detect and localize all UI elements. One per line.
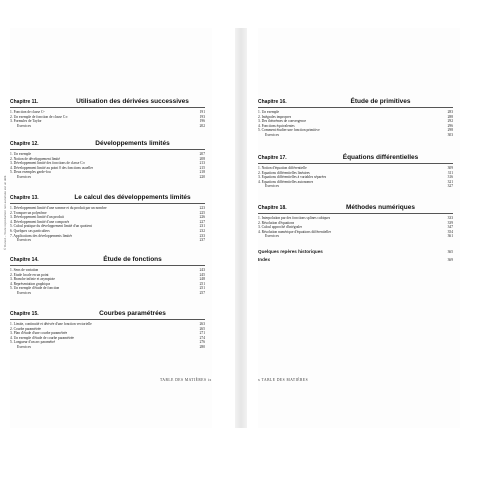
entry-page-number: 361 <box>447 234 453 239</box>
entry-title: Exercices <box>17 290 31 295</box>
chapter-heading[interactable] <box>258 98 453 106</box>
chapter-rule <box>258 213 453 214</box>
chapter-block <box>258 204 453 239</box>
entry-title: Exercices <box>17 123 31 128</box>
right-page-footer: x TABLE DES MATIÈRES <box>258 378 309 382</box>
chapter-title: Le calcul des développements limités <box>74 194 191 201</box>
entry-title: 3. Formules de Taylor <box>10 119 42 124</box>
left-page <box>10 28 212 428</box>
entry-page-number: 220 <box>199 174 205 179</box>
entry-title: Exercices <box>17 238 31 243</box>
entry-page-number: 232 <box>199 228 205 233</box>
entry-title: 5. Deux exemples garde-fou <box>10 170 51 175</box>
entry-page-number: 311 <box>447 170 453 175</box>
entry-title: 5. Longueur d'un arc paramétré <box>10 340 56 345</box>
entry-page-number: 196 <box>199 119 205 124</box>
exercises-entry[interactable] <box>10 291 205 296</box>
entry-page-number: 298 <box>447 128 453 133</box>
exercises-entry[interactable] <box>10 345 205 350</box>
chapter-block <box>258 98 453 138</box>
chapter-number: Chapitre 14. <box>10 257 39 263</box>
entry-title: 2. Résolution d'équations <box>258 220 295 225</box>
entry-page-number: 215 <box>199 165 205 170</box>
entry-title: Exercices <box>265 234 279 239</box>
exercises-entry[interactable] <box>258 133 453 138</box>
entry-page-number: 283 <box>447 110 453 114</box>
entry-title: 4. Développement limité au point 0 des fonctions usuelles <box>10 165 94 170</box>
chapter-number: Chapitre 16. <box>258 99 287 105</box>
entry-page-number: 227 <box>199 219 205 224</box>
chapter-title: Courbes paramétrées <box>99 310 166 317</box>
exercises-entry[interactable] <box>10 238 205 243</box>
entry-title: 2. Un exemple de fonction de classe C∞ <box>10 114 68 119</box>
entry-page-number: 202 <box>199 123 205 128</box>
entry-title: 2. Étude locale en un point <box>10 272 49 277</box>
chapter-number: Chapitre 18. <box>258 205 287 211</box>
back-matter-page: 369 <box>447 258 453 262</box>
entry-page-number: 213 <box>199 161 205 166</box>
entry-page-number: 303 <box>447 132 453 137</box>
entry-page-number: 245 <box>199 272 205 277</box>
chapter-title: Utilisation des dérivées successives <box>76 98 189 105</box>
chapter-title: Développements limités <box>95 140 170 147</box>
entry-page-number: 257 <box>199 290 205 295</box>
entry-title: 3. Calcul approché d'intégrales <box>258 225 303 230</box>
entry-page-number: 237 <box>199 238 205 243</box>
entry-page-number: 208 <box>199 156 205 161</box>
entry-title: 2. Tronquer un polynôme <box>10 210 47 215</box>
chapter-block <box>10 98 205 128</box>
entry-page-number: 218 <box>199 170 205 175</box>
entry-page-number: 243 <box>199 268 205 272</box>
entry-title: 2. Notion de développement limité <box>10 156 61 161</box>
entry-title: 3. Des théorèmes de convergence <box>258 119 307 124</box>
left-page-footer: TABLE DES MATIÈRES ix <box>160 378 212 382</box>
entry-page-number: 191 <box>199 110 205 114</box>
entry-page-number: 280 <box>199 344 205 349</box>
entry-page-number: 271 <box>199 331 205 336</box>
entry-page-number: 263 <box>199 322 205 326</box>
chapter-block <box>10 194 205 243</box>
chapter-block <box>10 140 205 180</box>
entry-page-number: 327 <box>447 184 453 189</box>
chapter-heading[interactable] <box>258 204 453 212</box>
entry-page-number: 251 <box>199 286 205 291</box>
entry-page-number: 316 <box>447 175 453 180</box>
chapter-heading[interactable] <box>10 98 205 106</box>
chapter-rule <box>10 265 205 266</box>
entry-title: 4. Un exemple d'étude de courbe paramétrée <box>10 335 75 340</box>
entry-title: 2. Courbe paramétrée <box>10 326 42 331</box>
chapter-number: Chapitre 17. <box>258 155 287 161</box>
entry-title: 1. Sens de variation <box>10 268 39 272</box>
entry-page-number: 276 <box>199 340 205 345</box>
entry-page-number: 251 <box>199 281 205 286</box>
chapter-block <box>10 310 205 350</box>
chapter-rule <box>258 163 453 164</box>
chapter-block <box>10 256 205 296</box>
back-matter-entry[interactable] <box>258 256 453 264</box>
chapter-title: Étude de fonctions <box>103 256 162 263</box>
entry-page-number: 288 <box>447 114 453 119</box>
entry-page-number: 226 <box>199 215 205 220</box>
entry-title: 3. Développement limité des fonctions de classe C∞ <box>10 161 86 166</box>
chapter-rule <box>10 149 205 150</box>
entry-title: 4. Équations différentielles autonomes <box>258 179 314 184</box>
entry-title: 7. Applications des développements limités <box>10 233 73 238</box>
chapter-heading[interactable] <box>258 154 453 162</box>
entry-title: 5. Comment étudier une fonction primitive <box>258 128 320 133</box>
entry-title: 1. Un exemple <box>258 110 280 114</box>
entry-page-number: 296 <box>447 123 453 128</box>
back-matter-title: Index <box>258 257 270 262</box>
back-matter-list <box>258 248 453 264</box>
entry-page-number: 321 <box>447 179 453 184</box>
chapter-heading[interactable] <box>10 256 205 264</box>
entry-page-number: 231 <box>199 224 205 229</box>
back-matter-title: Quelques repères historiques <box>258 249 323 254</box>
chapter-rule <box>258 107 453 108</box>
entry-title: 2. Équations différentielles linéaires <box>258 170 310 175</box>
chapter-rule <box>10 203 205 204</box>
exercises-entry[interactable] <box>10 175 205 180</box>
entry-page-number: 274 <box>199 335 205 340</box>
chapter-rule <box>10 319 205 320</box>
chapter-title: Méthodes numériques <box>346 204 415 211</box>
entry-title: 1. Limite, continuité et dérivée d'une fonction vectorielle <box>10 322 92 326</box>
entry-title: 1. Un exemple <box>10 152 32 156</box>
back-matter-entry[interactable] <box>258 248 453 256</box>
entry-page-number: 292 <box>447 119 453 124</box>
entry-title: 5. Un exemple d'étude de fonction <box>10 286 60 291</box>
entry-title: 4. Résolution numérique d'équations différentielles <box>258 229 332 234</box>
entry-page-number: 223 <box>199 206 205 210</box>
entry-title: Exercices <box>17 174 31 179</box>
entry-title: 4. Représentation graphique <box>10 281 51 286</box>
chapter-heading[interactable] <box>10 140 205 148</box>
entry-title: 1. Fonction de classe Cⁿ <box>10 110 45 114</box>
entry-page-number: 354 <box>447 229 453 234</box>
entry-title: 3. Plan d'étude d'une courbe paramétrée <box>10 331 68 336</box>
entry-title: 3. Équations différentielles à variables séparées <box>258 175 327 180</box>
chapter-block <box>258 154 453 189</box>
chapter-number: Chapitre 15. <box>10 311 39 317</box>
entry-page-number: 309 <box>447 166 453 170</box>
chapter-number: Chapitre 13. <box>10 195 39 201</box>
chapter-heading[interactable] <box>10 310 205 318</box>
entry-title: 4. Développement limité d'une composée <box>10 219 70 224</box>
entry-page-number: 225 <box>199 210 205 215</box>
entry-title: 1. Notion d'équation différentielle <box>258 166 307 170</box>
entry-title: Exercices <box>265 132 279 137</box>
entry-title: 3. Branche infinie et asymptote <box>10 277 56 282</box>
copyright-notice: © Dunod – Toute reproduction non autorisée est un délit. <box>3 174 7 250</box>
entry-page-number: 248 <box>199 277 205 282</box>
exercises-entry[interactable] <box>258 184 453 189</box>
back-matter-page: 365 <box>447 250 453 254</box>
entry-page-number: 193 <box>199 114 205 119</box>
entry-title: 3. Développement limité d'un produit <box>10 215 64 220</box>
entry-title: 4. Fonctions équivalentes <box>258 123 295 128</box>
entry-page-number: 347 <box>447 225 453 230</box>
chapter-title: Étude de primitives <box>350 98 411 105</box>
exercises-entry[interactable] <box>10 124 205 129</box>
exercises-entry[interactable] <box>258 234 453 239</box>
chapter-title: Équations différentielles <box>342 154 419 161</box>
entry-title: Exercices <box>265 184 279 189</box>
entry-page-number: 207 <box>199 152 205 156</box>
spine-shadow-right <box>241 28 247 428</box>
entry-title: 1. Interpolation par des fonctions splines cubiques <box>258 216 331 220</box>
entry-page-number: 339 <box>447 220 453 225</box>
chapter-rule <box>10 107 205 108</box>
entry-page-number: 333 <box>447 216 453 220</box>
chapter-number: Chapitre 12. <box>10 141 39 147</box>
entry-title: Exercices <box>17 344 31 349</box>
entry-page-number: 265 <box>199 326 205 331</box>
chapter-heading[interactable] <box>10 194 205 202</box>
entry-title: 6. Quelques cas particuliers <box>10 228 50 233</box>
chapter-number: Chapitre 11. <box>10 99 39 105</box>
entry-page-number: 233 <box>199 233 205 238</box>
entry-title: 5. Calcul pratique du développement limité d'un quotient <box>10 224 92 229</box>
entry-title: 1. Développement limité d'une somme et du produit par un nombre <box>10 206 107 210</box>
right-page <box>258 28 460 428</box>
entry-title: 2. Intégrales impropres <box>258 114 292 119</box>
